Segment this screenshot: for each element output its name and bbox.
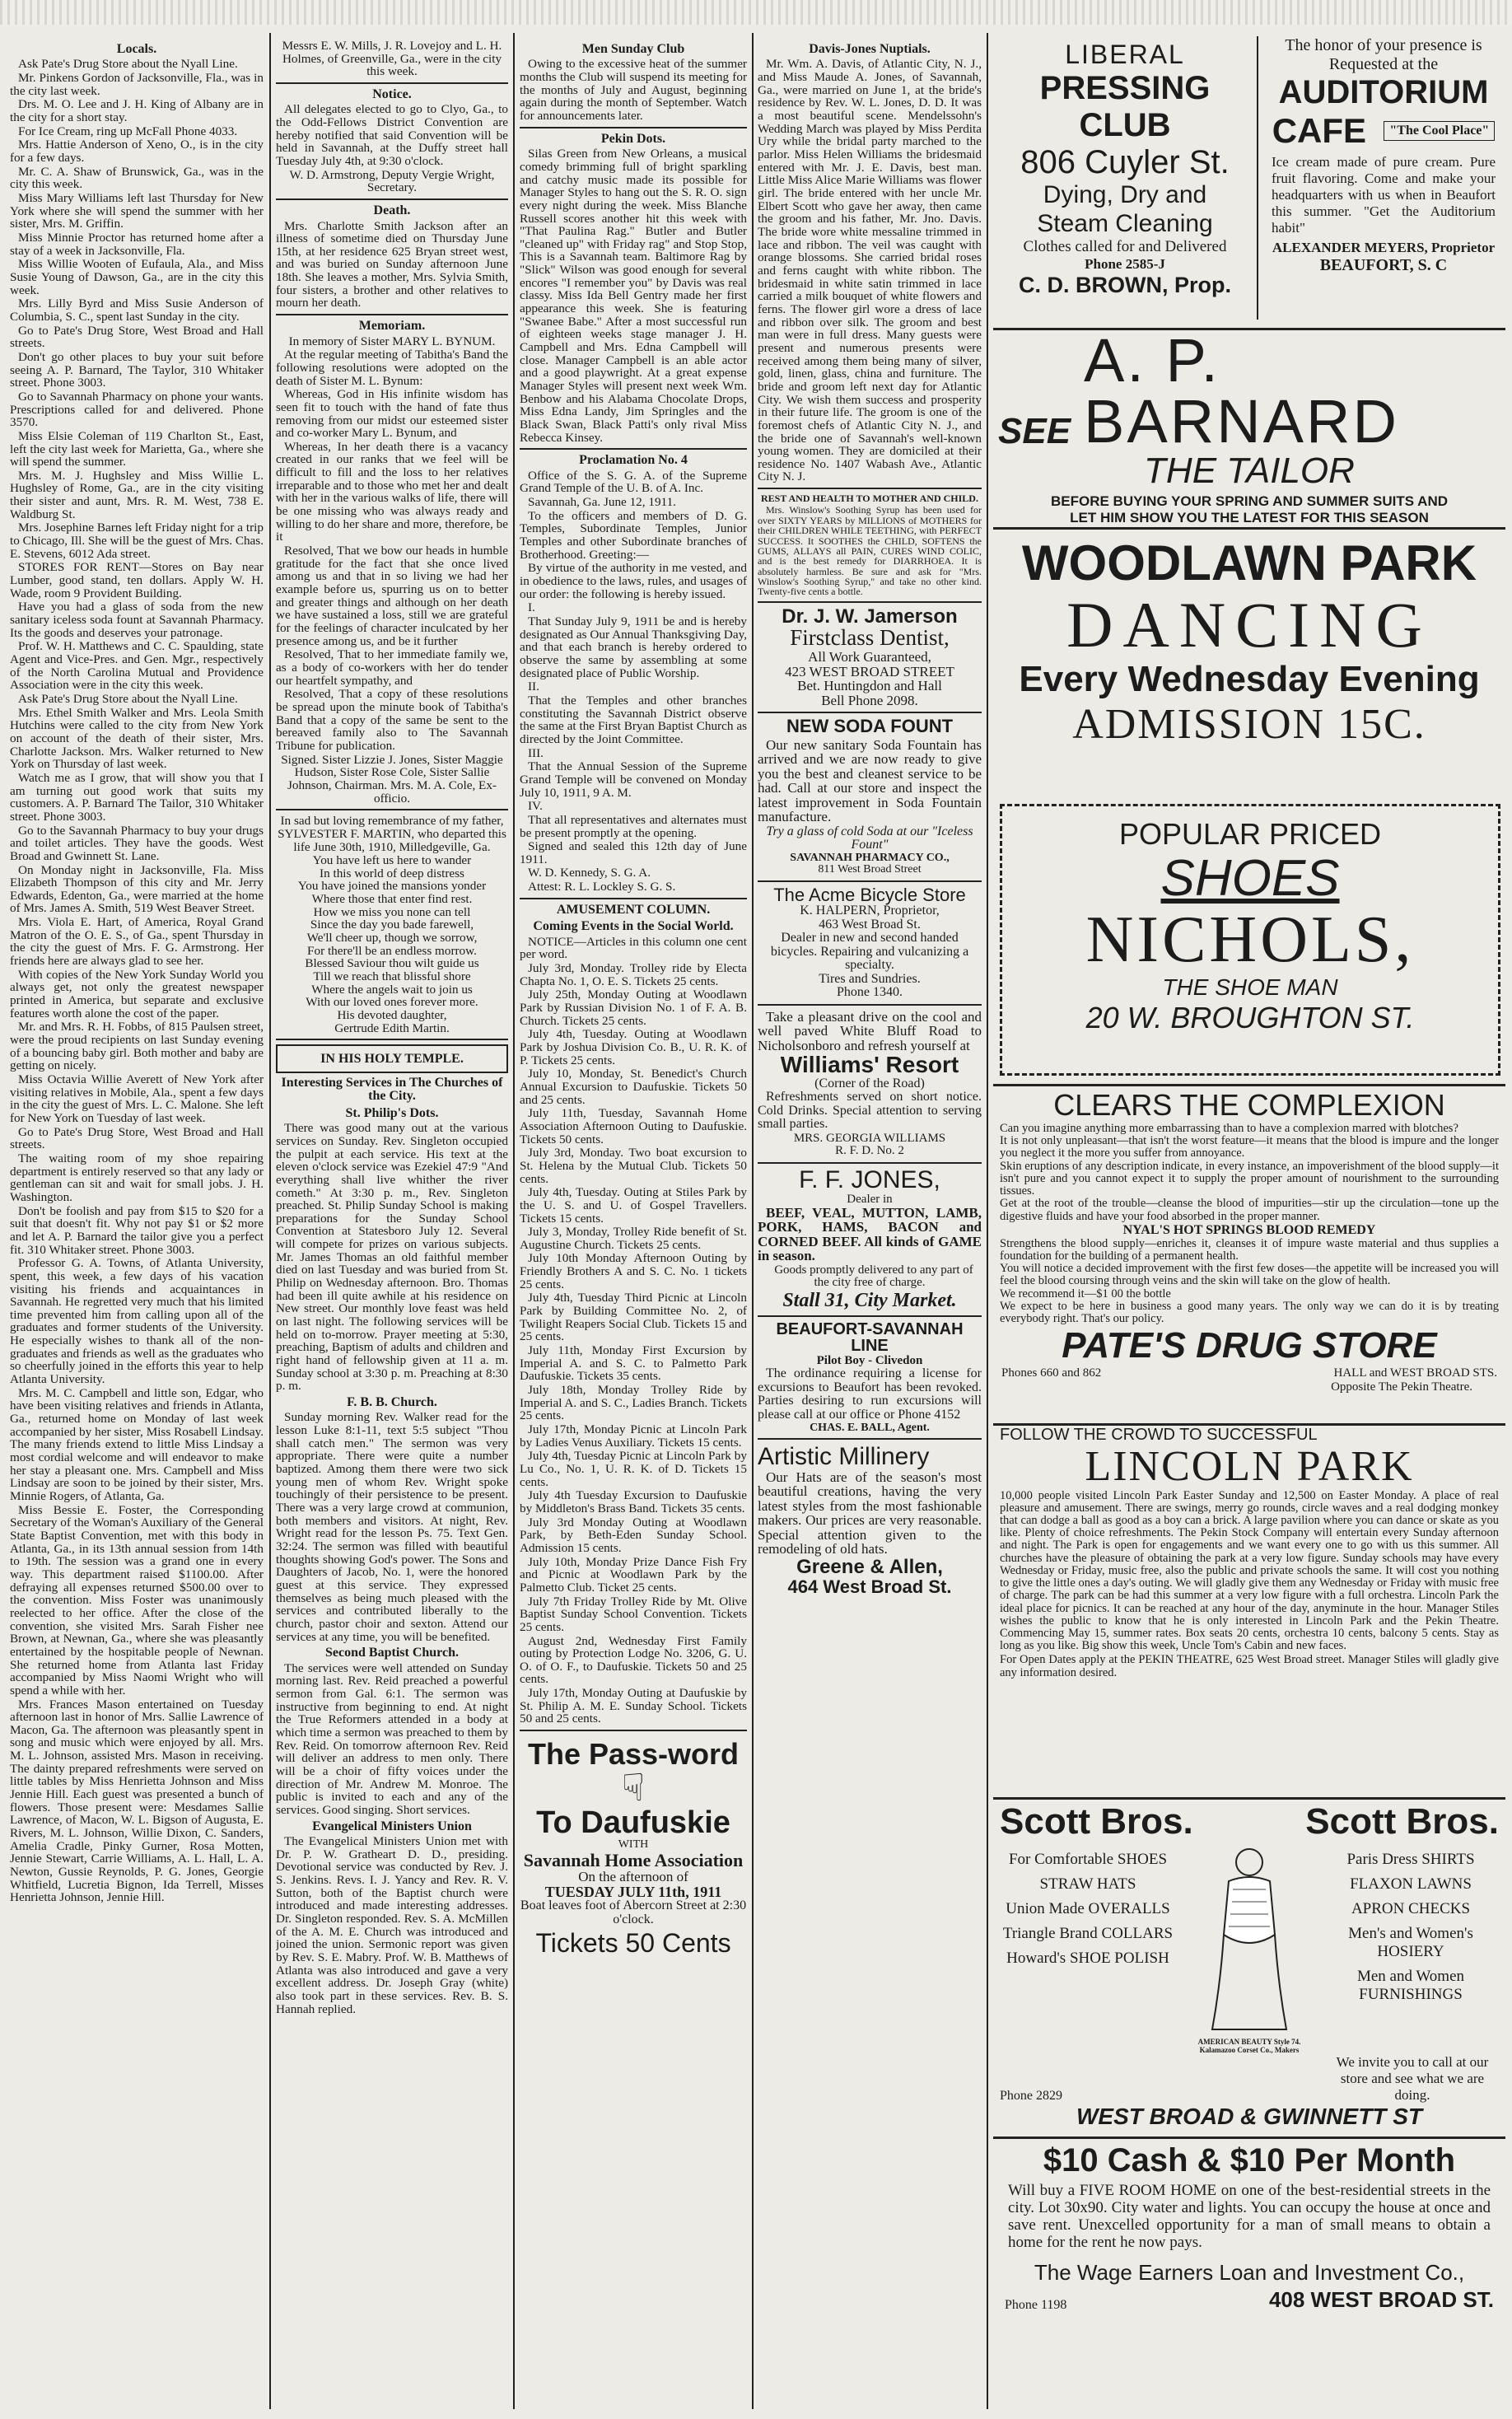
column-rule [752,33,754,2409]
local-item: Ask Pate's Drug Store about the Nyall Line. [18,57,238,72]
scott-phone: Phone 2829 [1000,2089,1062,2103]
password-destination: To Daufuskie [536,1805,730,1841]
notice-text: All delegates elected to go to Clyo, Ga., to the Odd-Fellows District Convention are hereby notified that said Convention will be held in Savannah, at the Duffy street hall Tuesday July 4th, at 9:30 o'clock. [276,102,508,169]
amusement-event: July 11th, Monday First Excursion by Imperial A. and S. C. to Palmetto Park Daufuskie. Tickets 35 cents. [520,1343,747,1384]
second-baptist-text: The services were well attended on Sunday morning last. Rev. Reid preached a powerful sermon from Gal. 6:1. The sermon was instructive from beginning to end. At night the True Reformers attended in a body at which time a sermon was preached to them by Rev. Reid. On tomorrow afternoon Rev. Reid will deliver an address to men only. There will be a choir of fifty voices under the direction of Mr. Andrew M. Monroe. The public is invited to each and any of the services. Good singing. Short services. [276,1660,508,1817]
local-item: Ask Pate's Drug Store about the Nyall Line. [18,691,238,706]
acme-heading: The Acme Bicycle Store [773,884,966,905]
local-item: STORES FOR RENT—Stores on Bay near Lumber, good stand, ten dollars. Apply W. H. Wade, room 9 Provident Building. [10,560,264,600]
resort-heading: Williams' Resort [780,1052,959,1078]
divider [758,601,982,603]
poem-line: How we miss you none can tell [313,904,471,919]
divider [758,1438,982,1440]
notice-heading: Notice. [372,86,412,101]
local-item: Mrs. M. J. Hughsley and Miss Willie L. Hughsley of Rome, Ga., are in the city visiting their sister and aunt, Mrs. R. M. West, 738 E. Waldburg St. [10,468,264,521]
beaufort-line-agent: CHAS. E. BALL, Agent. [810,1422,930,1435]
auditorium-place: BEAUFORT, S. C [1319,256,1448,274]
amusement-heading: AMUSEMENT COLUMN. [556,902,711,917]
remembrance-intro: In sad but loving remembrance of my father, SYLVESTER F. MARTIN, who departed this life June 30th, 1910, Milledgeville, Ga. [278,814,506,854]
poem-line: In this world of deep distress [320,866,464,880]
local-item: Mrs. Ethel Smith Walker and Mrs. Leola Smith Hutchins were called to the city from New York on account of the death of their sister, Mrs. Charlotte Jackson. Mrs. Walker returned to New York on Thursday of last week. [10,705,264,772]
scott-left-item: For Comfortable SHOES [1008,1851,1168,1868]
password-title: The Pass-word [527,1737,740,1772]
page-top-border [0,0,1512,25]
resolution-paragraph: Resolved, That a copy of these resolutions be spread upon the minute book of Tabitha's Band that a copy of the same be sent to the bereaved family also to The Savannah Tribune for publication. [276,687,508,753]
local-item: Mrs. Josephine Barnes left Friday night for a trip to Chicago, Ill. She will be the guest of Mrs. Chas. E. Stevens, 6012 Ada street. [10,521,264,561]
resort-rfd: R. F. D. No. 2 [835,1144,904,1158]
amusement-event: July 10, Monday, St. Benedict's Church Annual Excursion to Daufuskie. Tickets 50 and 25 cents. [520,1067,747,1107]
resolution-paragraph: Whereas, In her death there is a vacancy created in our ranks that we feel will be difficult to fill and the loss to her relatives irreparable and to those who met her and dealt with her in the various walks of life, there will be one missing who was always ready and willing to do her share and more, therefore, be it [276,439,508,544]
auditorium-cafe: CAFE [1272,111,1367,150]
column-rule [987,33,988,2409]
woodlawn-dancing: DANCING [1066,589,1432,661]
scott-left-heading: Scott Bros. [1000,1801,1193,1842]
password-tickets: Tickets 50 Cents [535,1928,731,1959]
beaufort-line-text: The ordinance requiring a license for excursions to Beaufort has been revoked. Parties desiring to run excursions will please call at our office or Phone 4152 [758,1366,982,1422]
amusement-event: July 4th, Tuesday Third Picnic at Lincoln Park by Building Committee No. 2, of Twilight Reapers Social Club. Tickets 15 and 25 cents. [520,1291,747,1344]
amusement-events [520,936,747,1726]
local-item: Go to the Savannah Pharmacy to buy your drugs and toilet articles. They have the goods. West Broad and Gwinnett St. Lane. [10,823,264,863]
auditorium-name: AUDITORIUM [1278,74,1489,110]
tailor-line-2: LET HIM SHOW YOU THE LATEST FOR THIS SEASON [1070,510,1429,522]
local-item: Mrs. Lilly Byrd and Miss Susie Anderson of Columbia, S. C., spent last Sunday in the city. [10,297,264,324]
password-association: Savannah Home Association [523,1849,744,1870]
resort-owner: MRS. GEORGIA WILLIAMS [793,1131,946,1145]
fbb-heading: F. B. B. Church. [347,1395,437,1409]
soda-try: Try a glass of cold Soda at our "Iceless Fount" [766,824,973,852]
poem-line: You have joined the mansions yonder [297,879,487,894]
acme-line: K. HALPERN, Proprietor, [800,904,940,918]
woodlawn-admission: ADMISSION 15C. [1072,700,1426,748]
resort-intro: Take a pleasant drive on the cool and well paved White Bluff Road to Nicholsonboro and refresh yourself at [758,1008,982,1053]
local-item: Mr. and Mrs. R. H. Fobbs, of 815 Paulsen street, were the proud recipients on last Sunday evening of a bouncing baby girl. Both mother and baby are getting on nicely. [10,1020,264,1073]
proclamation-paragraph: Attest: R. L. Lockley S. G. S. [528,880,676,894]
soda-heading: NEW SODA FOUNT [786,716,954,737]
local-item: The waiting room of my shoe repairing department is entirely reserved so that any lady or gentleman can sit and wait for small jobs. J. H. Washington. [10,1151,264,1204]
beaufort-line-boats: Pilot Boy - Clivedon [816,1353,923,1367]
auditorium-text: Ice cream made of pure cream. Pure fruit flavoring. Come and make your headquarters with us when in Beaufort this summer. "Get the Auditorium habit" [1272,154,1496,236]
resolution-paragraph: Resolved, That to her immediate family we, as a body of co-workers with her do tender our heartfelt sympathy, and [276,647,508,688]
auditorium-owner: ALEXANDER MEYERS, Proprietor [1272,240,1496,255]
proclamation-heading: Proclamation No. 4 [579,453,688,468]
scott-right-items [1316,1844,1505,2054]
dentist-details [758,650,982,707]
divider [758,880,982,882]
acme-line: Phone 1340. [837,985,903,1000]
proclamation-paragraph: That the Annual Session of the Supreme Grand Temple will be convened on Monday July 10, 1911, 9 A. M. [520,759,747,800]
local-item: Mrs. Viola E. Hart, of America, Royal Grand Matron of the O. E. S., of Ga., spent Thursday in the city the guest of Mrs. F. G. Armstrong. Her friends here are always glad to see her. [10,915,264,969]
lincoln-park-ad [993,1423,1505,1789]
amusement-event: July 25th, Monday Outing at Woodlawn Park by Russian Division No. 1 of F. A. B. Church. Tickets 25 cents. [520,988,747,1028]
scott-left-item: Triangle Brand COLLARS [1002,1925,1174,1942]
soda-company: SAVANNAH PHARMACY CO., [790,851,950,864]
death-heading: Death. [373,203,411,218]
cash-company: The Wage Earners Loan and Investment Co., [1034,2259,1465,2285]
local-item: Watch me as I grow, that will show you that I am turning out good work that suits my customers. A. P. Barnard The Tailor, 310 Whitaker street. Phone 3003. [10,770,264,824]
proclamation-paragraph: III. [528,745,544,760]
pressing-club-clothes: Clothes called for and Delivered [1023,238,1227,255]
local-item: Miss Willie Wooten of Eufaula, Ala., and Miss Susie Young of Dawson, Ga., are in the city this week. [10,257,264,297]
scott-right-item: APRON CHECKS [1351,1900,1471,1917]
resolution-paragraph: Resolved, That we bow our heads in humble gratitude for the fact that she once lived among us and that in so living we had her example before us, spurring us on to better and greater things and although on her death we have sustained a loss, still we are grateful for the feelings of character inculcated by her presence among us, and be it further [276,544,508,648]
tailor-name: A. P. BARNARD [1084,328,1399,455]
shoes-name: NICHOLS, [1085,904,1415,977]
tailor-title: THE TAILOR [1144,451,1355,491]
amusement-event: July 18th, Monday Trolley Ride by Imperial A. and S. C., Ladies Branch. Tickets 25 cents. [520,1383,747,1423]
wage-earners-ad [993,2136,1505,2408]
shoes-ad [1006,810,1494,1069]
corset-figure-icon [1196,1844,1303,2034]
memorial-poem [276,854,508,1034]
amusement-event: July 4th, Tuesday Picnic at Lincoln Park by Lu Co., No. 1, U. R. K. of D. Tickets 15 cents. [520,1449,747,1489]
pates-ad [993,1084,1505,1413]
scott-right-item: Paris Dress SHIRTS [1346,1851,1475,1868]
divider [758,1162,982,1164]
scott-bros-ad [993,1797,1505,2127]
amusement-event: July 4th Tuesday Excursion to Daufuskie by Middleton's Brass Band. Tickets 35 cents. [520,1488,747,1515]
woodlawn-heading: WOODLAWN PARK [1021,535,1477,591]
divider [520,898,747,899]
amusement-event: July 4th, Tuesday. Outing at Stiles Park by the U. S. and U. of Gospel Travellers. Tickets 15 cents. [520,1185,747,1226]
resort-corner: (Corner of the Road) [814,1076,925,1090]
proclamation-paragraph: Savannah, Ga. June 12, 1911. [528,495,676,510]
rest-health-text: Mrs. Winslow's Soothing Syrup has been used for over SIXTY YEARS by MILLIONS of MOTHERS for their CHILDREN WHILE TEETHING, with PERFECT SUCCESS. It SOOTHES the CHILD, SOFTENS the GUMS, ALLAYS all PAIN, CURES WIND COLIC, and is the best remedy for DIARRHOEA. It is absolutely harmless. Be sure and ask for "Mrs. Winslow's Soothing Syrup," and take no other kind. Twenty-five cents a bottle. [758,504,982,598]
local-item: Mrs. M. C. Campbell and little son, Edgar, who have been visiting relatives and friends in Atlanta, Ga., returned home on Monday of last week accompanied by her sister, Miss Rosabell Lindsay. The many friends extend to little Miss Lindsay a most cordial welcome and will endeavor to make her stay a pleasant one. Mrs. Campbell and Miss Lindsay are soon to be joined by their sister, Mrs. Minnie Rogers, of Atlanta, Ga. [10,1385,264,1503]
scott-right-item: Men's and Women's HOSIERY [1348,1925,1473,1960]
amusement-event: July 17th, Monday Outing at Daufuskie by St. Philip A. M. E. Sunday School. Tickets 50 and 25 cents. [520,1686,747,1726]
ads-column [758,40,982,2412]
cash-heading: $10 Cash & $10 Per Month [1043,2142,1456,2179]
scott-right-item: Men and Women FURNISHINGS [1356,1968,1465,2003]
poem-line: With our loved ones forever more. [306,995,478,1010]
acme-line: Tires and Sundries. [819,971,921,986]
proclamation-paragraph: By virtue of the authority in me vested, and in obedience to the laws, rules, and usages of our order: the following is hereby issued. [520,561,747,601]
dentist-name: Dr. J. W. Jamerson [782,605,958,628]
millinery-heading: Artistic Millinery [758,1443,930,1471]
men-sunday-club-text: Owing to the excessive heat of the summer months the Club will suspend its meeting for the months of July and August, beginning again during the month of September. Watch for announcements later. [520,57,747,124]
proclamation-paragraph: IV. [528,799,543,814]
local-item: Mr. Pinkens Gordon of Jacksonville, Fla., was in the city last week. [10,71,264,98]
jones-goods: BEEF, VEAL, MUTTON, LAMB, PORK, HAMS, BACON and CORNED BEEF. All kinds of GAME in season. [758,1204,982,1264]
pates-opposite: Opposite The Pekin Theatre. [1331,1380,1472,1394]
millinery-address: 464 West Broad St. [787,1576,952,1597]
pressing-club-service: Dying, Dry and Steam Cleaning [1037,181,1213,237]
auditorium-slogan: "The Cool Place" [1384,121,1495,141]
complexion-paragraph: Get at the root of the trouble—cleanse the blood of impurities—stir up the circulation—tone up the digestive fluids and have your food absorbed in the proper manner. [1000,1197,1499,1223]
amusement-event: July 11th, Tuesday, Savannah Home Association Afternoon Outing to Daufuskie. Tickets 50 cents. [520,1106,747,1146]
shoes-address: 20 W. BROUGHTON ST. [1085,1001,1415,1035]
divider [276,809,508,810]
column-rule [269,33,271,2409]
jones-dealer: Dealer in [847,1192,893,1206]
proclamation-paragraph: Office of the S. G. A. of the Supreme Grand Temple of the U. B. of A. Inc. [520,468,747,496]
nuptials-heading: Davis-Jones Nuptials. [809,42,931,56]
password-with: WITH [618,1838,649,1852]
dentist-ad [758,607,982,708]
soda-address: 811 West Broad Street [818,863,922,876]
proclamation-paragraph: To the officers and members of D. G. Temples, Subordinate Temples, Junior Temples and other Subordinate branches of Brotherhood. Greeting:— [520,508,747,562]
pates-address: HALL and WEST BROAD STS. [1333,1366,1497,1380]
divider [520,127,747,128]
rest-health-heading: REST AND HEALTH TO MOTHER AND CHILD. [761,493,978,505]
divider [758,488,982,489]
local-item: Have you had a glass of soda from the new sanitary iceless soda fount at Savannah Pharmacy. Its the goods and deserves your patronage. [10,600,264,640]
poem-line: For there'll be an endless morrow. [307,943,477,958]
social-column [520,40,747,2412]
pekin-heading: Pekin Dots. [600,131,666,146]
password-on: On the afternoon of [578,1869,688,1885]
millinery-text: Our Hats are of the season's most beautiful creations, having the very latest styles from the most fashionable makers. Our prices are very reasonable. Special attention given to the remodeling of old hats. [758,1469,982,1557]
shoes-subtitle: THE SHOE MAN [1162,974,1338,1001]
amusement-event: July 3, Monday, Trolley Ride benefit of St. Augustine Church. Tickets 25 cents. [520,1225,747,1252]
memoriam-subtitle: In memory of Sister MARY L. BYNUM. [288,334,496,348]
temple-heading: IN HIS HOLY TEMPLE. [320,1052,464,1067]
divider [520,448,747,450]
proclamation-paragraph: I. [528,600,535,615]
woodlawn-when: Every Wednesday Evening [1019,658,1480,699]
local-item: Miss Mary Williams left last Thursday for New York where she will spend the summer with her sister, Mrs. M. Griffin. [10,191,264,231]
poem-line: Till we reach that blissful shore [313,969,471,984]
local-item: Don't go other places to buy your suit before seeing A. P. Barnard, The Taylor, 310 Whitaker street. Phone 3003. [10,349,264,390]
divider [520,1730,747,1731]
scott-left-item: Union Made OVERALLS [1006,1900,1170,1917]
poem-line: We'll cheer up, though we sorrow, [306,931,478,946]
amusement-event: NOTICE—Articles in this column one cent per word. [520,934,747,962]
scott-right-heading: Scott Bros. [1305,1801,1499,1842]
local-item: Don't be foolish and pay from $15 to $20 for a suit that doesn't fit. Why not pay $1 or $2 more and let A. P. Barnard the tailor give you a perfect fit. 310 Whitaker street. Phone 3003. [10,1203,264,1257]
jones-delivery: Goods promptly delivered to any part of the city free of charge. [774,1263,973,1290]
local-item: On Monday night in Jacksonville, Fla. Miss Elizabeth Thompson of this city and Mr. Jerry Edwards, Edenton, Ga., were married at the home of Mrs. James A. Smith, 519 West Beaver Street. [10,862,264,916]
tailor-ad [993,328,1505,522]
proclamation-body [520,469,747,894]
locals-column [10,40,264,2412]
acme-line: Dealer in new and second handed bicycles. Repairing and vulcanizing a specialty. [770,931,969,973]
divider [758,1004,982,1006]
proclamation-paragraph: That Sunday July 9, 1911 be and is hereby designated as Our Annual Thanksgiving Day, and that each branch is hereby ordered to observe the same by assembling at some designated place of Public Worship. [520,614,747,680]
lincoln-follow: FOLLOW THE CROWD TO SUCCESSFUL [1000,1426,1318,1444]
second-baptist-heading: Second Baptist Church. [325,1646,459,1660]
beaufort-line-heading: BEAUFORT-SAVANNAH LINE [776,1319,964,1356]
men-sunday-club-heading: Men Sunday Club [581,42,685,56]
poem-line: Where the angels wait to join us [311,982,473,997]
pressing-club-liberal: LIBERAL [1065,40,1185,69]
pekin-text: Silas Green from New Orleans, a musical comedy brimming full of bright sparkling and catchy music made its possible for Manager Styles to hang out the S. R. O. sign every night during the week. Miss Blanche Russell scores another hit this week with "That Paulina Rag." Butler and Butler "cleaned up" with Friday rag" and Stop Stop, This is a Savannah team. Baltimore Rag by "Slick" Wilson was good enough for several encores "I remember you" by Davis was real classy. Miss Ida Bell Gentry made her first appearance this week. She is featuring "Swanee Babe." After a most successful run of eighteen weeks stage manager J. H. Campbell and Mrs. Edna Campbell will close. Manager Campbell is an able actor and a good playwright. At a great expense Manager Styles will present next week Wm. Benbow and his Alabama Chocolate Drops, Miss Edna Landy, Jim Springles and the Black Swan, Black Patti's only rival Miss Rebecca Kinsey. [520,147,747,445]
complexion-paragraph: We expect to be here in business a good many years. The only way we can do it is by treating everybody right. That's our policy. [1000,1299,1499,1326]
memoriam-heading: Memoriam. [358,319,426,334]
temple-subheading: Interesting Services in The Churches of the City. [281,1075,503,1104]
amusement-subheading: Coming Events in the Social World. [533,919,734,934]
amusement-event: July 10th, Monday Prize Dance Fish Fry and Picnic at Woodlawn Park by the Palmetto Club. Ticket 25 cents. [520,1554,747,1595]
acme-line: 463 West Broad St. [819,917,921,932]
scott-left-item: Howard's SHOE POLISH [1006,1950,1169,1967]
poem-line: Since the day you bade farewell, [310,918,474,932]
password-boat: Boat leaves foot of Abercorn Street at 2:30 o'clock. [520,1898,747,1926]
complexion-paragraph: Strengthens the blood supply—enriches it, cleanses it of impure waste material and thus supplies a foundation for the building of a permanent health. [1000,1236,1499,1263]
local-item: Go to Pate's Drug Store, West Broad and Hall streets. [10,1124,264,1152]
tailor-see: SEE [998,411,1071,451]
divider [758,712,982,713]
st-philips-text: There was good many out at the various services on Sunday. Rev. Singleton occupied the pulpit at each service. His text at the eleven o'clock service was Ezekiel 47:9 "And everything shall live whither the river cometh." At 3:30 p. m., Rev. Singleton preached. St. Philip Sunday School is making preparations for the Sunday School Convention at Statesboro July 12. Several will compete for prizes on various subjects. Mr. James Thomas an old faithful member died on last Tuesday and was buried from St. Philip on Wednesday afternoon. Bro. Thomas had been ill quite awhile at his residence on New street. Our monthly love feast was held on last night. The following services will be held on to-morrow. Prayer meeting at 5:30, preaching, Baptism of adults and children and right hand of fellowship given at 11 a. m. Sunday school at 3:30 p. m. Preaching at 8:30 p. m. [276,1121,508,1394]
shoes-top: POPULAR PRICED [1118,817,1382,851]
local-item: Professor G. A. Towns, of Atlanta University, spent, this week, a few days of his vacation visiting his friends and acquaintances in Savannah. He regretted very much that his limited time prevented him from calling upon all of the graduates and former students of the University. He especially wishes to thank all of the non-graduates and friends as well as the graduates who so cheerfully joined in the efforts this year to help Atlanta University. [10,1256,264,1387]
poem-line: Gertrude Edith Martin. [334,1020,450,1035]
cash-phone: Phone 1198 [1005,2297,1067,2312]
cash-address: 408 WEST BROAD ST. [1268,2286,1494,2312]
lincoln-dates: For Open Dates apply at the PEKIN THEATRE, 625 West Broad street. Manager Stiles will gladly give any information desired. [1000,1653,1499,1679]
complexion-paragraph: You will notice a decided improvement with the first few doses—the appetite will be increased you will feel the blood coursing through veins and the skin will take on the glow of health. [1000,1262,1499,1288]
complexion-paragraph: Can you imagine anything more embarrassing than to have a complexion marred with blotches? [1000,1122,1458,1135]
local-item: Go to Savannah Pharmacy on phone your wants. Prescriptions called for and delivered. Phone 3570. [10,389,264,430]
scott-left-items [993,1844,1183,2054]
complexion-paragraph: We recommend it—$1 00 the bottle [1000,1287,1171,1301]
ministers-union-text: The Evangelical Ministers Union met with Dr. P. W. Gratheart D. D., presiding. Devotional service was conducted by Rev. J. S. Jenkins. Revs. I. J. Yancy and Rev. R. V. Sutton, both of the Baptist church were introduced and made interesting addresses. Dr. Singleton responded. Rev. S. A. McMillen of the A. M. E. Church was introduced and joined the union. Sermonic report was given by Rev. S. E. Mabry. Prof. W. B. Matthews of Atlanta was also introduced and gave a very excellent address. Dr. Joseph Gray (white) also took part in these services. Rev. B. S. Hannah replied. [276,1834,508,2016]
locals-items [10,58,264,1904]
notices-column [276,40,508,2412]
lincoln-text: 10,000 people visited Lincoln Park Easter Sunday and 12,500 on Easter Monday. A place of real pleasure and amusement. There are swings, merry go rounds, circle waves and a real dodging monkey that can dodge a ball as good as a boy can a brick. A large pavilion where you can dance or skate as you like. Plenty of choice refreshments. The Pekin Stock Company will entertain every Sunday afternoon and night. The Park is open for engagements and we want every one to go with us this summer. All churches have the pleasure of obtaining the park at a very low figure. Sunday schools may have every Wednesday or Friday, music free, also the public and private schools the same. It will cost you nothing to give the little ones a day's outing. We will gladly give them any Wednesday or Friday with music free of charge. The park can be had this summer at a very low figure with a full orchestra. Lincoln Park the ideal place for picnics. It can be reached at any hour of the day, anyminute in the hour. Manager Stiles wishes the public to know that he is only interested in Lincoln Park and the Pekin Theatre. Commencing May 15, summer rates. Box seats 20 cents, orchestra 10 cents, balcony 5 cents. Stay as long as you like. Big show this week, Uncle Tom's Cabin and new faces. [1000,1488,1499,1653]
amusement-event: July 17th, Monday Picnic at Lincoln Park by Ladies Venus Auxiliary. Tickets 15 cents. [520,1422,747,1450]
complexion-more [993,1238,1505,1326]
cash-text: Will buy a FIVE ROOM HOME on one of the best-residential streets in the city. Lot 30x90. City water and lights. You can occupy the house at once and save rent. Unexcelled opportunity for a man of small means to obtain a home for the rent he now pays. [1008,2182,1491,2251]
divider [276,82,508,84]
password-ad [520,1735,747,1957]
complexion-text [993,1123,1505,1223]
poem-line: You have left us here to wander [312,853,472,868]
scott-address: WEST BROAD & GWINNETT ST [1076,2104,1422,2127]
local-item: Miss Elsie Coleman of 119 Charlton St., East, left the city last week for Marietta, Ga., where she will spend the summer. [10,428,264,469]
auditorium-invite: The honor of your presence is Requested at the [1285,36,1482,73]
scott-left-item: STRAW HATS [1039,1875,1136,1893]
amusement-event: August 2nd, Wednesday First Family outing by Protection Lodge No. 3206, G. U. O. of O. F., to Daufuskie. Tickets 50 and 25 cents. [520,1633,747,1687]
pressing-club-phone: Phone 2585-J [1085,256,1165,272]
notice-signature: W. D. Armstrong, Deputy Vergie Wright, Secretary. [289,167,495,195]
proclamation-paragraph: Signed and sealed this 12th day of June 1911. [520,839,747,866]
tailor-line-1: BEFORE BUYING YOUR SPRING AND SUMMER SUITS AND [1050,493,1449,510]
proclamation-paragraph: II. [528,679,539,694]
amusement-event: July 3rd, Monday. Trolley ride by Electa Chapta No. 1, O. E. S. Tickets 25 cents. [520,961,747,988]
complexion-paragraph: It is not only unpleasant—that isn't the worst feature—it means that the blood is impure and the longer you neglect it the more you suffer from annoyance. [1000,1134,1499,1160]
local-item: With copies of the New York Sunday World you always get, not only the greatest newspaper printed in America, but separate and exclusive features worth alone the cost of the paper. [10,967,264,1020]
resort-text: Refreshments served on short notice. Cold Drinks. Special attention to serving small parties. [758,1090,982,1132]
proclamation-paragraph: That the Temples and other branches constituting the Savannah District observe the same at the First Bryan Baptist Church as directed by the Joint Committee. [520,693,747,746]
divider [758,1315,982,1317]
divider [276,198,508,200]
local-item: Mr. C. A. Shaw of Brunswick, Ga., was in the city this week. [10,164,264,192]
jones-stall: Stall 31, City Market. [782,1289,957,1311]
scott-invite: We invite you to call at our store and see what we are doing. [1336,2054,1489,2103]
soda-text: Our new sanitary Soda Fountain has arrived and we are now ready to give you the best and cleanest service to be had. Call at our store and inspect the latest improvement in Soda Fountain manufacture. [758,736,982,825]
fbb-text: Sunday morning Rev. Walker read for the lesson Luke 8:1-11, text 5:5 subject "Thou shall catch men." The sermon was very appropriate. There were quite a number baptized. Among them there were two sick young men of whom Rev. Wright spoke touchingly of their persistence to be present. There was a very large crowd at communion, both members and visitors. At night, Rev. Wright read for the lesson Ps. 75. Text Gen. 32:24. The sermon was filled with beautiful thoughts showing God's power. The Sons and Daughters of Jacob, No. 1, were the honored guest at this service. They expressed themselves as being much pleased with the services and contributed liberally to the church, pastor choir and sexton. Attend our services at any time, you will be benefited. [276,1410,508,1644]
pressing-club-owner: C. D. BROWN, Prop. [1019,273,1231,297]
st-philips-heading: St. Philip's Dots. [345,1105,439,1120]
proclamation-paragraph: That all representatives and alternates must be present promptly at the opening. [520,812,747,840]
local-item: Mrs. Frances Mason entertained on Tuesday afternoon last in honor of Mrs. Sallie Lawrence of Macon, Ga. The afternoon was pleasantly spent in song and music which were enjoyed by all. Mrs. M. L. Johnson, assisted Mrs. Mason in receiving. The dainty prepared refreshments were served on little tables by Miss Henrietta Johnson and Miss Jennie Hill. Each guest was presented a bunch of flowers. Those present were: Mesdames Sallie Lawrence, of Macon, W. L. Bigson of Augusta, E. Rivers, M. L. Johnson, Willie Dixon, C. Sanders, Amelia Cradle, Pinky Gurner, Rosa Motten, Jennie Stewart, Carrie Williams, A. L. Hall, L. A. Newton, Gussie Reynolds, P. G. Jones, Georgie Whitfield, Lucretia Bignon, Ida Terrell, Misses Henrietta Johnson, Jennie Hill. [10,1697,264,1905]
millinery-name: Greene & Allen, [796,1555,943,1578]
nuptials-text: Mr. Wm. A. Davis, of Atlantic City, N. J., and Miss Maude A. Jones, of Savannah, Ga., were married on June 1, at the bride's residence by Rev. W. L. Jones, D. D. It was a most beautiful scene. Mendelssohn's Wedding March was played by Miss Perdita Ury while the bridal party marched to the parlor. Miss Helen Williams the bridesmaid entered with Mr. J. E. Davis, best man. Little Miss Alice Marie Williams was flower girl. The bride entered with her uncle Mr. Elbert Scott who gave her away, then came the groom and his father, Mr. Jno. Davis. The bride wore white messaline trimmed in lace and ribbon. The veil was caught with orange blossoms. She carried bridal roses and ferns caught with white ribbon. The bridesmaid in white satin trimmed in lace carried a milk bouquet of white flowers and ferns. The flower girl wore a dress of lace and ribbon over silk. The groom and best man were in full dress. Many guests were present and numerous presents were received among them being many of silver, gold, linen, glass, china and furniture. The bride and groom left next day for Atlantic City. We wish them success and prosperity in their future life. The groom is one of the foremost chefs of Atlantic City N. J., and the bride one of Savannah's well-known young women. They are domiciled at their residence No. 1407 Wabash Ave., Atlantic City N. J. [758,57,982,484]
password-date: TUESDAY JULY 11th, 1911 [544,1883,722,1900]
local-item: Go to Pate's Drug Store, West Broad and Hall streets. [10,323,264,351]
local-item: Drs. M. O. Lee and J. H. King of Albany are in the city for a short stay. [10,97,264,125]
dentist-line: 423 WEST BROAD STREET [785,663,954,679]
complexion-paragraph: Skin eruptions of any description indicate, in every instance, an impoverishment of the blood supply—it isn't pure and you cannot expect it to supply the proper amount of nourishment to the surrounding tissues. [1000,1159,1499,1198]
amusement-event: July 4th, Tuesday. Outing at Woodlawn Park by Joshua Division Co. B., U. R. K. of P. Tickets 25 cents. [520,1027,747,1067]
corset-illustration [1192,1844,1307,2054]
local-item: For Ice Cream, ring up McFall Phone 4033. [18,124,238,138]
pates-phones: Phones 660 and 862 [1001,1366,1102,1380]
resolution-paragraph: Whereas, God in His infinite wisdom has seen fit to touch with the hand of fate thus removing from our midst our esteemed sister and co-worker Mary L. Bynum, and [276,387,508,441]
memoriam-signed: Signed. Sister Lizzie J. Jones, Sister Maggie Hudson, Sister Rose Cole, Sister Sallie Johnson, Chairman. Mrs. M. A. Cole, Ex-officio. [281,752,503,806]
complexion-remedy: NYAL'S HOT SPRINGS BLOOD REMEDY [1122,1222,1376,1237]
pressing-club-ad [993,36,1258,320]
pressing-club-name: PRESSING CLUB [1039,70,1211,143]
column-rule [513,33,515,2409]
pressing-club-address: 806 Cuyler St. [1020,144,1230,180]
scott-right-item: FLAXON LAWNS [1350,1875,1472,1893]
local-item: Miss Octavia Willie Averett of New York after visiting relatives in Mobile, Ala., spent a few days in the city the guest of Mrs. L. C. Malone. She left for New York on Tuesday of last week. [10,1072,264,1125]
ministers-union-heading: Evangelical Ministers Union [312,1819,472,1833]
dentist-line: Bell Phone 2098. [821,692,918,708]
temple-banner [276,1044,508,1072]
locals-heading: Locals. [116,42,157,56]
amusement-event: July 3rd, Monday. Two boat excursion to St. Helena by the Mutual Club. Tickets 50 cents. [520,1146,747,1186]
local-item: Miss Bessie E. Foster, the Corresponding Secretary of the Woman's Auxiliary of the General State Baptist Convention, met with this body in Atlanta, Ga., in its 13th annual session from 14th to 19th. The session was a grand one in every way. This department raised $1100.00. After defraying all expenses returned $500.00 over to the convention. Miss Foster was unanimously reelected to her office. After the close of the convention, she visited Mrs. Sarah Fisher nee Brown, at Newnan, Ga., where she was pleasantly entertained by the hospitable people of Newnan. She returned home from Atlanta last Friday accompanied by Miss Naomi Wright who will spend a while with her. [10,1502,264,1698]
poem-line: Where those that enter find rest. [311,892,473,907]
poem-line: His devoted daughter, [337,1008,447,1023]
woodlawn-ad [993,527,1505,794]
pates-name: PATE'S DRUG STORE [1062,1325,1437,1366]
auditorium-ad [1263,36,1504,320]
death-notice: Mrs. Charlotte Smith Jackson after an illness of sometime died on Thursday June 15th, at her residence 625 Bryan street west, and was buried on Sunday afternoon June 18th. She leaves a mother, Mrs. Sylvia Smith, four sisters, a brother and other relatives to mourn her death. [276,218,508,311]
shoes-word: SHOES [1160,850,1340,907]
corset-caption: AMERICAN BEAUTY Style 74. Kalamazoo Corset Co., Makers [1197,2038,1301,2054]
dentist-title: Firstclass Dentist, [790,625,950,651]
dentist-line: Bet. Huntingdon and Hall [797,678,942,694]
local-item: Miss Minnie Proctor has returned home after a stay of a week in Jacksonville, Fla. [10,231,264,258]
amusement-event: July 7th Friday Trolley Ride by Mt. Olive Baptist Sunday School Convention. Tickets 25 cents. [520,1594,747,1634]
amusement-event: July 10th Monday Afternoon Outing by Friendly Brothers A and S. C. No. 1 tickets 25 cents. [520,1251,747,1291]
resolution-paragraph: At the regular meeting of Tabitha's Band the following resolutions were adopted on the death of Sister M. L. Bynum: [276,348,508,388]
jones-heading: F. F. JONES, [799,1165,940,1193]
pointing-hand-icon: ☟ [621,1767,645,1810]
divider [276,1039,508,1040]
visitors-note: Messrs E. W. Mills, J. R. Lovejoy and L. H. Holmes, of Greenville, Ga., were in the city this week. [282,40,502,79]
poem-line: Blessed Saviour thou wilt guide us [305,956,479,971]
proclamation-paragraph: W. D. Kennedy, S. G. A. [528,866,651,880]
local-item: Mrs. Hattie Anderson of Xeno, O., is in the city for a few days. [10,138,264,166]
dentist-line: All Work Guaranteed, [808,649,931,665]
complexion-heading: CLEARS THE COMPLEXION [1053,1088,1445,1122]
divider [276,314,508,315]
lincoln-name: LINCOLN PARK [1085,1443,1414,1490]
local-item: Prof. W. H. Matthews and C. C. Spaulding, state Agent and Vice-Pres. and Gen. Mgr., respectively of the North Carolina Mutual and Providence Association were in the city this week. [10,639,264,693]
amusement-event: July 3rd Monday Outing at Woodlawn Park, by Beth-Eden Sunday School. Admission 15 cents. [520,1515,747,1555]
acme-details [758,904,982,999]
memoriam-resolutions [276,348,508,752]
